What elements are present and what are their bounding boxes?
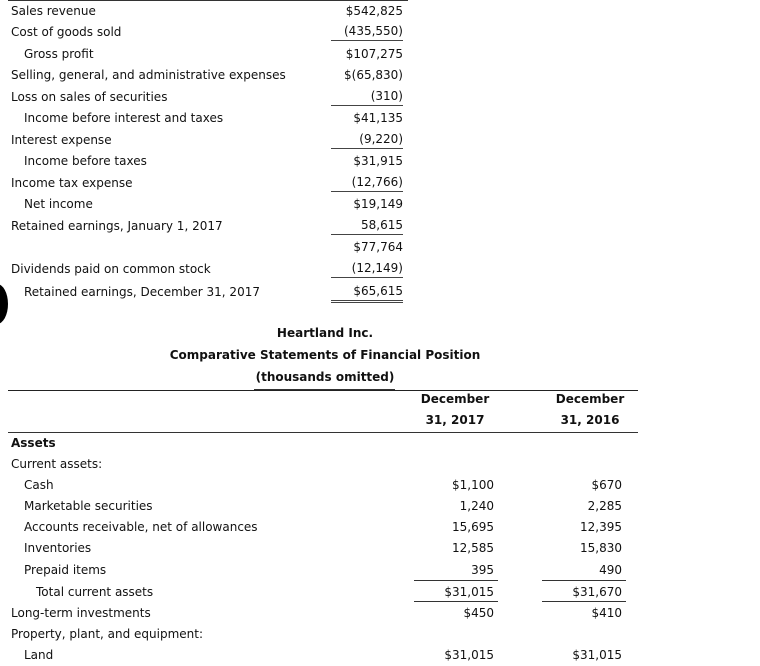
- row-label: Total current assets: [36, 585, 154, 599]
- row-label: Cash: [24, 478, 54, 492]
- is-value: $65,615: [331, 282, 403, 303]
- row-label: Long-term investments: [11, 606, 151, 620]
- header-rule: [8, 432, 638, 433]
- row-label: Inventories: [24, 541, 92, 555]
- row-label: Land: [24, 648, 54, 662]
- is-label: Net income: [24, 197, 93, 211]
- value-2016: $31,670: [572, 585, 622, 599]
- value-2017: 15,695: [452, 520, 494, 534]
- is-value: $31,915: [353, 154, 403, 168]
- is-value: $542,825: [345, 4, 403, 18]
- table-top-rule: [8, 390, 638, 391]
- subtotal-rule-2016: [542, 580, 626, 581]
- total-rule-2017: [414, 601, 498, 602]
- is-label: Retained earnings, December 31, 2017: [24, 285, 260, 299]
- value-2016: 12,395: [580, 520, 622, 534]
- col-2016-line1: December: [555, 392, 625, 406]
- value-2017: $450: [463, 606, 494, 620]
- is-label: Gross profit: [24, 47, 94, 61]
- is-label: Income before interest and taxes: [24, 111, 224, 125]
- col-2016-line2: 31, 2016: [560, 413, 620, 427]
- row-label: Current assets:: [11, 457, 103, 471]
- is-value: (12,766): [331, 173, 403, 192]
- scroll-marker: [0, 284, 8, 324]
- is-value: (12,149): [331, 259, 403, 278]
- value-2017: $1,100: [452, 478, 494, 492]
- is-value: (310): [331, 87, 403, 106]
- is-value: $107,275: [345, 47, 403, 61]
- is-label: Income tax expense: [11, 176, 133, 190]
- is-value: $19,149: [353, 197, 403, 211]
- value-2017: 12,585: [452, 541, 494, 555]
- col-2017-line2: 31, 2017: [425, 413, 485, 427]
- is-value: $41,135: [353, 111, 403, 125]
- is-label: Interest expense: [11, 133, 112, 147]
- col-2017-line1: December: [420, 392, 490, 406]
- value-2016: $410: [591, 606, 622, 620]
- statement-units: (thousands omitted): [255, 370, 395, 384]
- value-2016: $31,015: [572, 648, 622, 662]
- total-rule-2016: [542, 601, 626, 602]
- subtotal-rule-2017: [414, 580, 498, 581]
- row-label: Accounts receivable, net of allowances: [24, 520, 258, 534]
- row-label: Prepaid items: [24, 563, 107, 577]
- value-2017: 395: [471, 563, 494, 577]
- value-2016: 490: [599, 563, 622, 577]
- is-label: Retained earnings, January 1, 2017: [11, 219, 223, 233]
- is-value: $(65,830): [344, 68, 403, 82]
- value-2017: $31,015: [444, 585, 494, 599]
- value-2016: $670: [591, 478, 622, 492]
- company-name: Heartland Inc.: [276, 326, 374, 340]
- row-label: Marketable securities: [24, 499, 153, 513]
- is-label: Selling, general, and administrative expenses: [11, 68, 286, 82]
- value-2016: 2,285: [587, 499, 622, 513]
- is-label: Income before taxes: [24, 154, 147, 168]
- value-2017: $31,015: [444, 648, 494, 662]
- value-2016: 15,830: [580, 541, 622, 555]
- is-label: Cost of goods sold: [11, 25, 122, 39]
- row-label: Assets: [11, 436, 56, 450]
- is-label: Sales revenue: [11, 4, 96, 18]
- is-value: (435,550): [331, 22, 403, 41]
- is-value: $77,764: [353, 240, 403, 254]
- value-2017: 1,240: [459, 499, 494, 513]
- is-value: (9,220): [331, 130, 403, 149]
- is-label: Loss on sales of securities: [11, 90, 168, 104]
- is-value: 58,615: [331, 216, 403, 235]
- is-label: Dividends paid on common stock: [11, 262, 211, 276]
- statement-title: Comparative Statements of Financial Position: [169, 348, 481, 362]
- row-label: Property, plant, and equipment:: [11, 627, 204, 641]
